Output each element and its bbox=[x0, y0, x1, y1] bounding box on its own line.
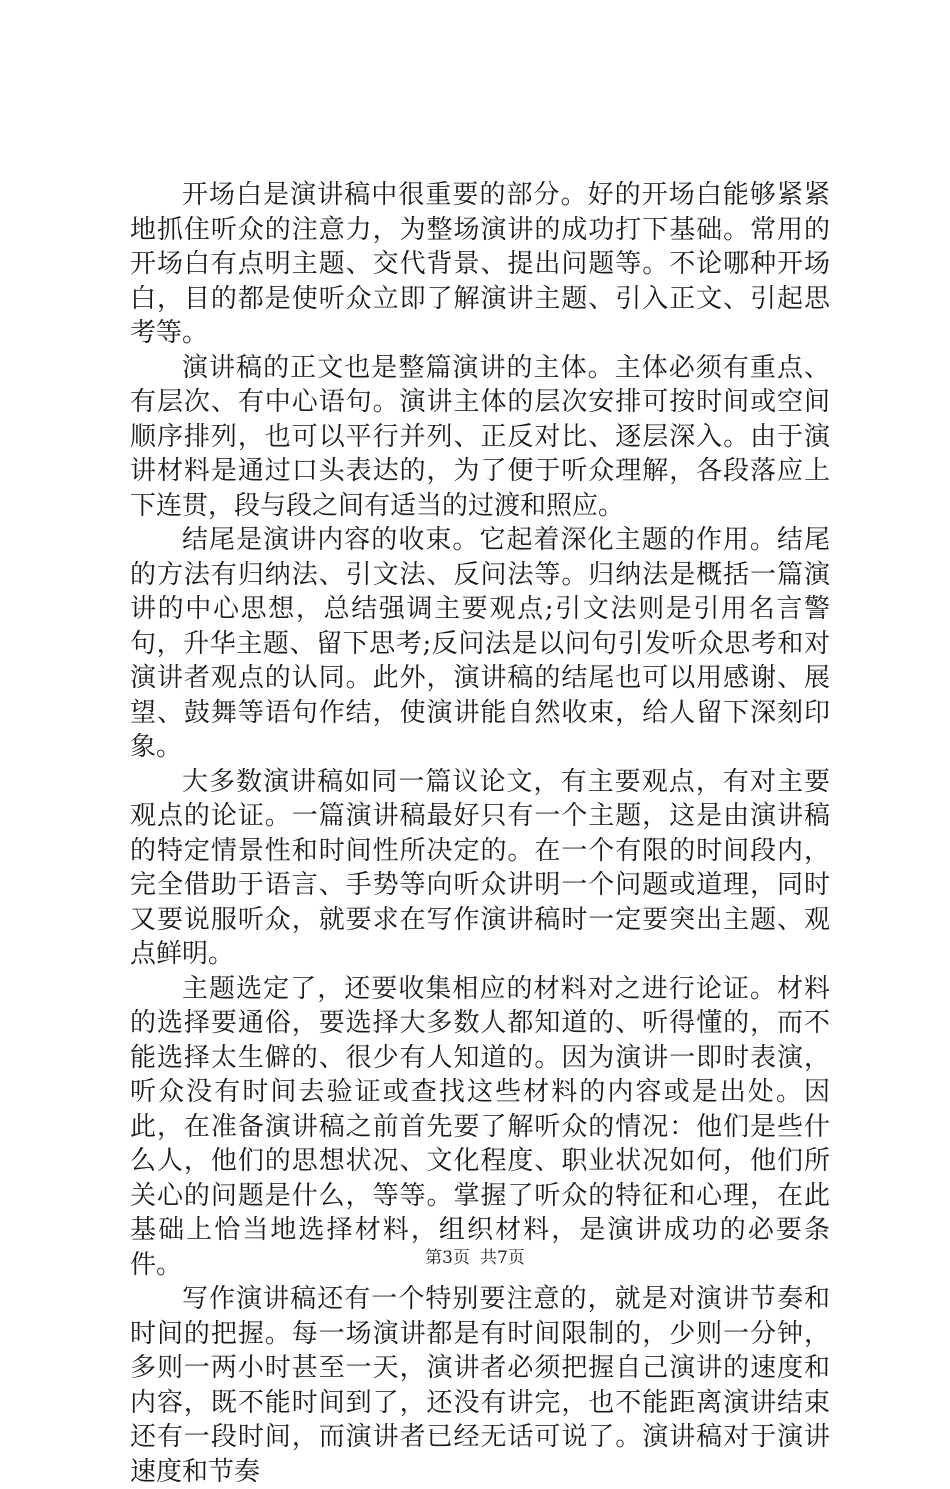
page-footer bbox=[0, 1247, 950, 1269]
paragraph-materials: 主题选定了，还要收集相应的材料对之进行论证。材料的选择要通俗，要选择大多数人都知道的、听得懂的，而不能选择太生僻的、很少有人知道的。因为演讲一即时表演，听众没有时间去验证或查找这些材料的内容或是出处。因此，在准备演讲稿之前首先要了解听众的情况：他们是些什么人，他们的思想状况、文化程度、职业状况如何，他们所关心的问题是什么，等等。掌握了听众的特征和心理，在此基础上恰当地选择材料，组织材料，是演讲成功的必要条件。 bbox=[130, 973, 830, 1280]
paragraph-ending: 结尾是演讲内容的收束。它起着深化主题的作用。结尾的方法有归纳法、引文法、反问法等。归纳法是概括一篇演讲的中心思想，总结强调主要观点;引文法则是引用名言警句，升华主题、留下思考;反问法是以问句引发听众思考和对演讲者观点的认同。此外，演讲稿的结尾也可以用感谢、展望、鼓舞等语句作结，使演讲能自然收束，给人留下深刻印象。 bbox=[130, 525, 830, 762]
page-number-total: 共7页 bbox=[480, 1248, 525, 1268]
paragraph-timing: 写作演讲稿还有一个特别要注意的，就是对演讲节奏和时间的把握。每一场演讲都是有时间限制的，少则一分钟，多则一两小时甚至一天，演讲者必须把握自己演讲的速度和内容，既不能时间到了，还没有讲完，也不能距离演讲结束还有一段时间，而演讲者已经无话可说了。演讲稿对于演讲速度和节奏 bbox=[130, 1284, 830, 1487]
paragraph-opening: 开场白是演讲稿中很重要的部分。好的开场白能够紧紧地抓住听众的注意力，为整场演讲的成功打下基础。常用的开场白有点明主题、交代背景、提出问题等。不论哪种开场白，目的都是使听众立即了解演讲主题、引入正文、引起思考等。 bbox=[130, 180, 830, 348]
page-number-current: 第3页 bbox=[425, 1248, 470, 1268]
paragraph-argument: 大多数演讲稿如同一篇议论文，有主要观点，有对主要观点的论证。一篇演讲稿最好只有一个主题，这是由演讲稿的特定情景性和时间性所决定的。在一个有限的时间段内，完全借助于语言、手势等向听众讲明一个问题或道理，同时又要说服听众，就要求在写作演讲稿时一定要突出主题、观点鲜明。 bbox=[130, 766, 830, 969]
document-body bbox=[130, 178, 830, 1489]
paragraph-main-body: 演讲稿的正文也是整篇演讲的主体。主体必须有重点、有层次、有中心语句。演讲主体的层次安排可按时间或空间顺序排列，也可以平行并列、正反对比、逐层深入。由于演讲材料是通过口头表达的，为了便于听众理解，各段落应上下连贯，段与段之间有适当的过渡和照应。 bbox=[130, 352, 830, 521]
